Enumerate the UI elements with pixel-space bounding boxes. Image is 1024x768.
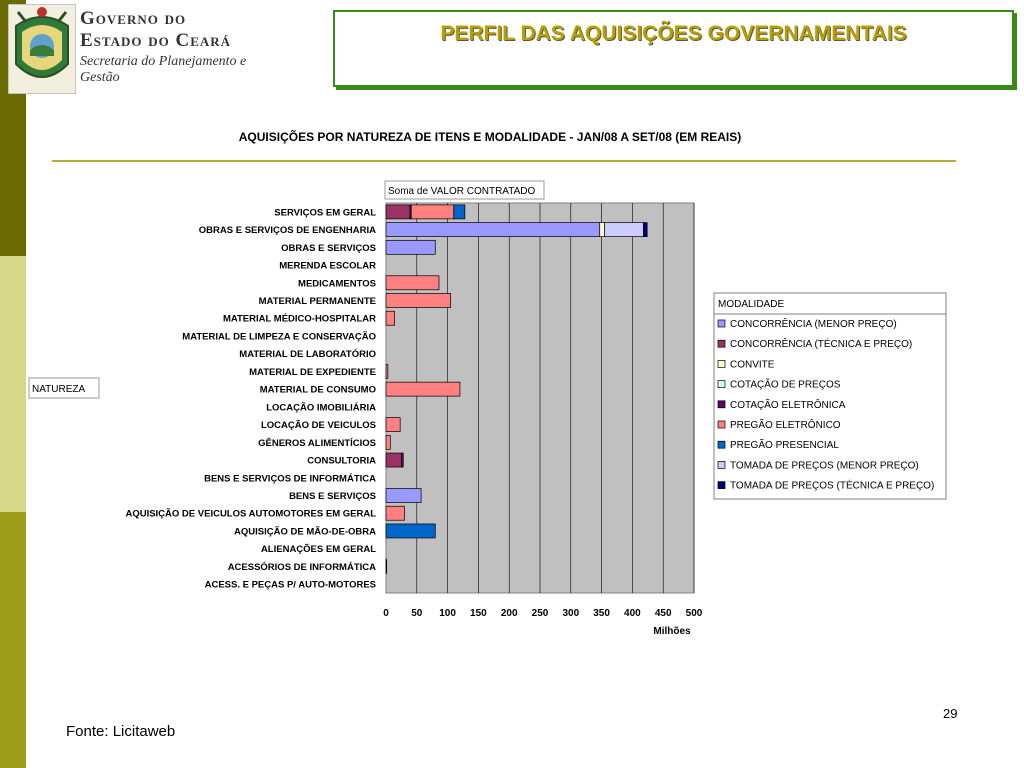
legend-entry: TOMADA DE PREÇOS (TÉCNICA E PREÇO) (730, 480, 935, 492)
chart-title: AQUISIÇÕES POR NATUREZA DE ITENS E MODALIDADE - JAN/08 A SET/08 (EM REAIS) (238, 130, 742, 144)
x-tick-label: 250 (531, 608, 549, 619)
bar-segment (605, 223, 644, 237)
category-label: CONSULTORIA (307, 455, 376, 467)
category-label: ACESSÓRIOS DE INFORMÁTICA (227, 561, 376, 573)
gov-line-3: Secretaria do Planejamento e Gestão (80, 54, 247, 85)
category-label: MATERIAL DE LABORATÓRIO (239, 349, 376, 361)
category-label: BENS E SERVIÇOS (289, 491, 376, 502)
legend-swatch (718, 320, 725, 327)
category-label: OBRAS E SERVIÇOS (281, 242, 376, 254)
gov-line-1: Governo do (80, 8, 187, 29)
bar-segment (386, 294, 451, 308)
bar-segment (386, 559, 387, 573)
gov-line-2: Estado do Ceará (80, 30, 232, 51)
page-number: 29 (943, 706, 958, 721)
category-label: AQUISIÇÃO DE VEICULOS AUTOMOTORES EM GERAL (125, 508, 376, 520)
legend-swatch (718, 421, 725, 428)
category-label: MERENDA ESCOLAR (279, 260, 376, 272)
row-field-label: NATUREZA (32, 384, 86, 395)
source-note: Fonte: Licitaweb (66, 723, 176, 740)
bar-segment (386, 382, 460, 396)
bar-segment (643, 223, 647, 237)
x-tick-label: 200 (500, 608, 518, 619)
x-tick-label: 0 (383, 608, 389, 619)
bar-segment (386, 506, 404, 520)
x-tick-label: 350 (593, 608, 610, 619)
bar-segment (600, 223, 605, 237)
category-label: ACESS. E PEÇAS P/ AUTO-MOTORES (204, 579, 376, 591)
legend-entry: CONCORRÊNCIA (MENOR PREÇO) (730, 319, 897, 330)
legend-swatch (718, 360, 725, 367)
legend-swatch (718, 401, 725, 408)
bar-segment (386, 364, 388, 378)
legend-title: MODALIDADE (718, 299, 785, 310)
legend-entry: PREGÃO ELETRÔNICO (730, 420, 841, 431)
legend-entry: PREGÃO PRESENCIAL (730, 440, 839, 452)
legend-entry: CONCORRÊNCIA (TÉCNICA E PREÇO) (730, 339, 913, 351)
x-tick-label: 500 (685, 608, 703, 619)
x-tick-label: 300 (562, 608, 580, 619)
legend-entry: COTAÇÃO ELETRÔNICA (730, 399, 846, 411)
category-label: MEDICAMENTOS (298, 278, 376, 290)
category-label: AQUISIÇÃO DE MÃO-DE-OBRA (234, 526, 376, 538)
bar-segment (386, 524, 435, 538)
category-label: LOCAÇÃO IMOBILIÁRIA (266, 402, 376, 414)
legend-swatch (718, 340, 725, 347)
category-label: MATERIAL MÉDICO-HOSPITALAR (222, 313, 376, 325)
bar-segment (411, 205, 454, 219)
legend-swatch (718, 441, 725, 448)
legend-entry: TOMADA DE PREÇOS (MENOR PREÇO) (730, 460, 919, 472)
bar-segment (386, 311, 395, 325)
category-label: OBRAS E SERVIÇOS DE ENGENHARIA (198, 225, 376, 237)
x-tick-label: 450 (654, 608, 672, 619)
x-tick-label: 150 (470, 608, 487, 619)
category-label: MATERIAL DE LIMPEZA E CONSERVAÇÃO (182, 331, 376, 343)
bar-segment (386, 276, 439, 290)
category-label: ALIENAÇÕES EM GERAL (260, 544, 376, 556)
bar-segment (401, 453, 403, 467)
bar-segment (386, 223, 600, 237)
category-label: MATERIAL DE CONSUMO (259, 384, 376, 396)
legend-entry: CONVITE (730, 359, 775, 371)
bar-segment (454, 205, 465, 219)
bar-segment (386, 453, 401, 467)
data-field-label: Soma de VALOR CONTRATADO (388, 186, 536, 197)
bar-segment (386, 205, 410, 219)
legend-swatch (718, 482, 725, 489)
x-tick-label: 400 (624, 608, 641, 619)
bar-segment (386, 489, 421, 503)
x-axis-label: Milhões (653, 626, 691, 637)
slide-title: PERFIL DAS AQUISIÇÕES GOVERNAMENTAIS (440, 22, 907, 45)
bar-segment (386, 240, 435, 254)
category-label: BENS E SERVIÇOS DE INFORMÁTICA (204, 473, 376, 485)
bar-segment (386, 435, 390, 449)
x-tick-label: 100 (439, 608, 456, 619)
x-tick-label: 50 (411, 608, 423, 619)
legend-swatch (718, 461, 725, 468)
category-label: GÊNEROS ALIMENTÍCIOS (258, 437, 376, 449)
category-label: MATERIAL DE EXPEDIENTE (249, 366, 376, 378)
category-label: LOCAÇÃO DE VEICULOS (260, 420, 376, 432)
bar-segment (386, 418, 400, 432)
category-label: MATERIAL PERMANENTE (258, 296, 376, 307)
category-label: SERVIÇOS EM GERAL (274, 207, 376, 219)
legend-entry: COTAÇÃO DE PREÇOS (730, 379, 841, 391)
legend-swatch (718, 381, 725, 388)
